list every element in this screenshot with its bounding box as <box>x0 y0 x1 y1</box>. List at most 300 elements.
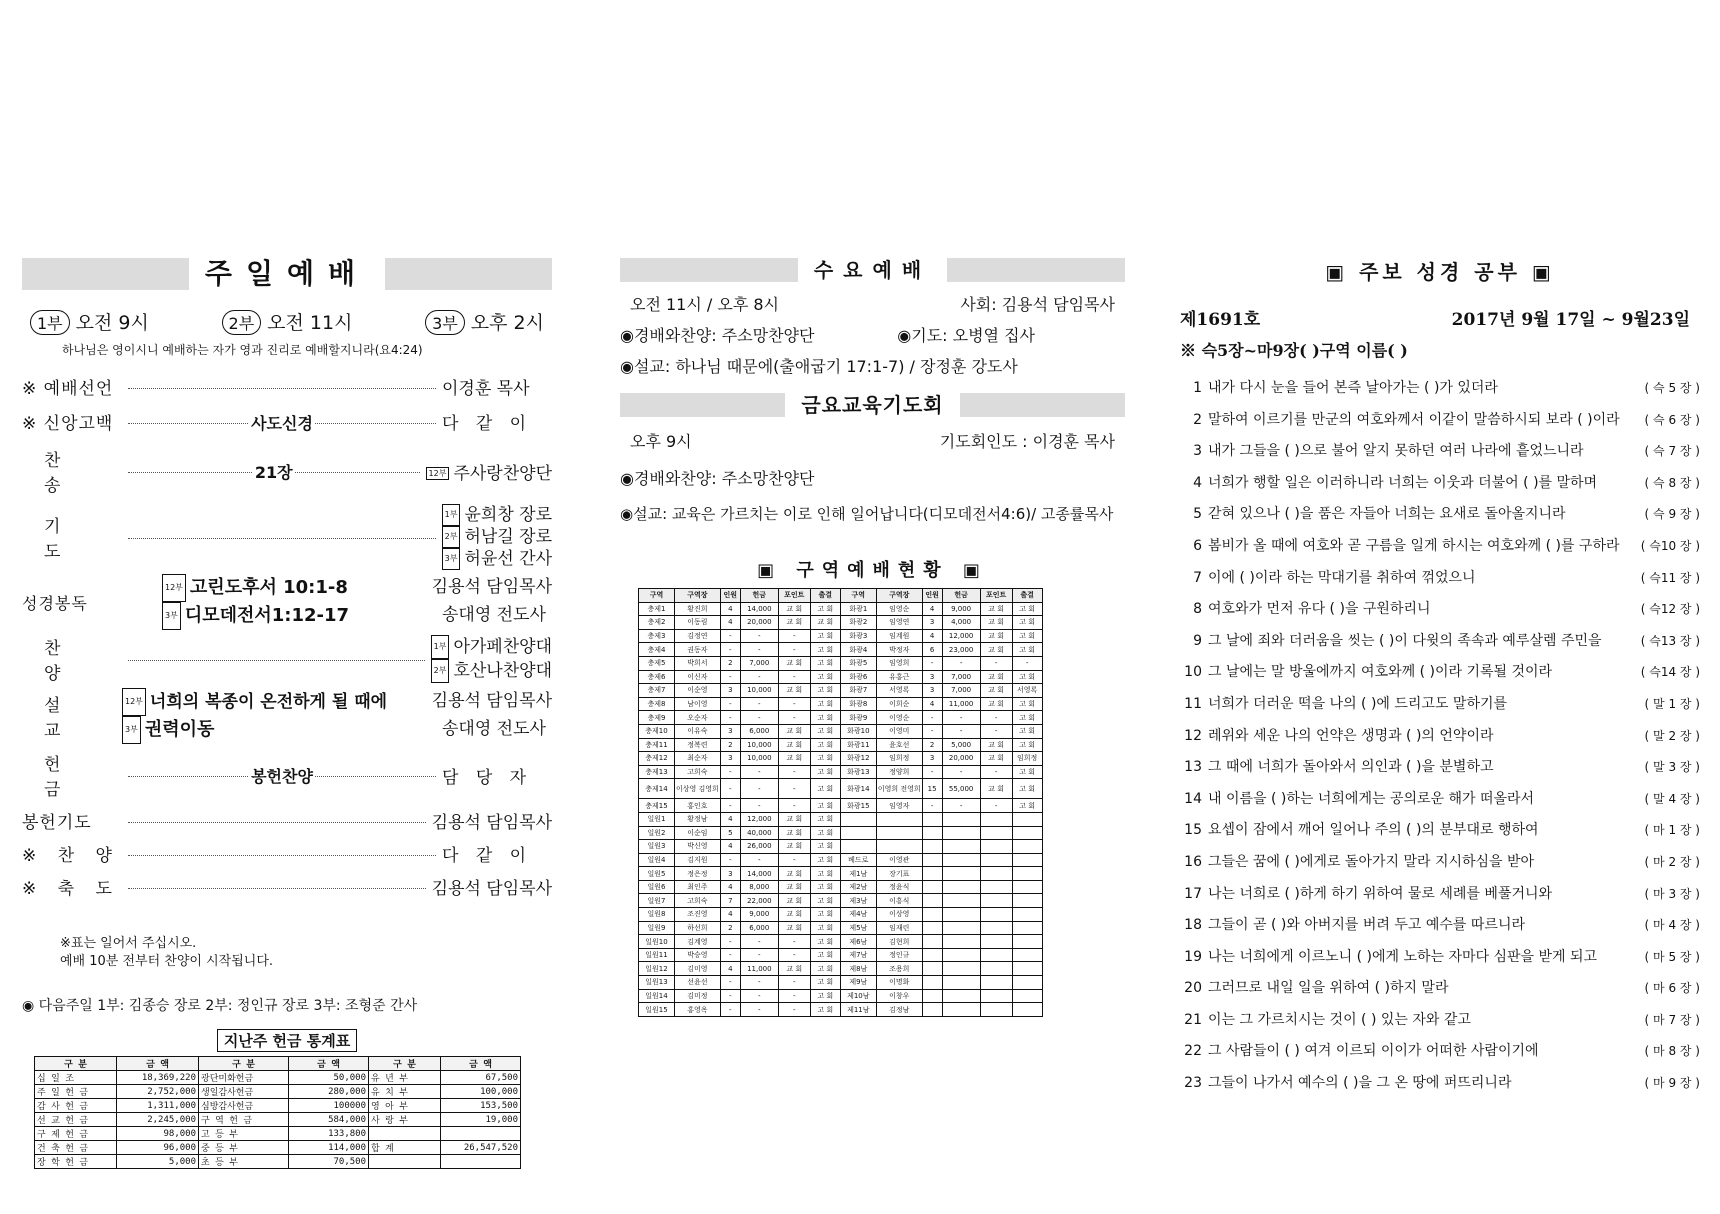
question-number: 23 <box>1184 1075 1202 1092</box>
table-cell: 4 <box>720 908 740 922</box>
table-row <box>639 752 1043 766</box>
question-item <box>1180 784 1700 816</box>
table-cell: 12,000 <box>740 812 778 826</box>
table-cell <box>840 840 876 854</box>
table-cell: 133,800 <box>289 1127 369 1141</box>
part-tag: 12부 <box>426 467 450 480</box>
table-cell: - <box>778 799 810 813</box>
table-cell: - <box>980 765 1012 779</box>
question-reference: ( 마 3 장 ) <box>1644 886 1700 901</box>
order-offering <box>22 750 552 800</box>
table-cell: - <box>922 656 942 670</box>
question-reference: ( 말 1 장 ) <box>1644 696 1700 711</box>
table-cell: - <box>778 765 810 779</box>
table-cell: 김정연 <box>675 629 721 643</box>
part-tag: 3부 <box>162 602 181 630</box>
order-person: 김용석 담임목사 <box>431 813 552 833</box>
table-cell: 2 <box>720 738 740 752</box>
table-cell <box>1012 894 1042 908</box>
offering-table <box>34 1056 521 1169</box>
table-cell <box>922 1003 942 1017</box>
sermon-title: 너희의 복종이 온전하게 될 때에 <box>149 692 388 712</box>
table-cell: 교 회 <box>980 684 1012 698</box>
table-cell: 55,000 <box>942 779 980 799</box>
table-cell: 화광12 <box>840 752 876 766</box>
table-cell: 7,000 <box>942 670 980 684</box>
table-cell: - <box>942 765 980 779</box>
table-cell: 4 <box>720 812 740 826</box>
order-person: 다 같 이 <box>442 846 533 866</box>
friday-info <box>620 429 1125 452</box>
question-number: 4 <box>1193 474 1202 491</box>
table-row <box>639 867 1043 881</box>
order-leader <box>128 528 436 546</box>
table-cell: 2,245,000 <box>117 1113 199 1127</box>
question-reference: ( 마 8 장 ) <box>1644 1044 1700 1059</box>
table-cell: 23,000 <box>942 643 980 657</box>
table-cell: - <box>740 765 778 779</box>
table-cell: - <box>740 935 778 949</box>
table-cell <box>876 826 922 840</box>
table-cell: 일원1 <box>639 812 675 826</box>
table-cell <box>942 826 980 840</box>
table-cell: 유 년 부 <box>369 1071 441 1085</box>
question-reference: ( 말 3 장 ) <box>1644 760 1700 775</box>
table-cell: 화광7 <box>840 684 876 698</box>
table-header-cell: 포인트 <box>980 589 1012 603</box>
table-cell: 중 등 부 <box>199 1141 289 1155</box>
order-creed <box>22 409 552 434</box>
table-cell: 유 치 부 <box>369 1085 441 1099</box>
table-cell <box>922 976 942 990</box>
table-cell: 구 제 헌 금 <box>35 1127 117 1141</box>
question-text: 너희가 더러운 떡을 나의 ( )에 드리고도 말하기를 <box>1208 695 1508 712</box>
table-row <box>639 962 1043 976</box>
order-leader <box>128 413 436 431</box>
table-cell: 임재린 <box>876 921 922 935</box>
table-cell: 임영순 <box>876 602 922 616</box>
order-person: 윤희창 장로 <box>464 505 552 525</box>
table-cell: 교 회 <box>778 812 810 826</box>
table-cell: - <box>778 629 810 643</box>
table-cell <box>922 853 942 867</box>
table-cell: 권동자 <box>675 643 721 657</box>
table-cell: 2 <box>720 921 740 935</box>
table-cell: 고희숙 <box>675 894 721 908</box>
table-cell: 제11남 <box>840 1003 876 1017</box>
order-person: 아가페찬양대 <box>453 637 552 657</box>
order-leader <box>128 462 420 480</box>
table-cell <box>922 880 942 894</box>
table-cell: 화광8 <box>840 697 876 711</box>
table-cell: 고 회 <box>810 1003 840 1017</box>
question-reference: ( 마 9 장 ) <box>1644 1076 1700 1091</box>
order-label: ※ 예배선언 <box>22 379 114 399</box>
question-item <box>1180 879 1700 911</box>
question-number: 8 <box>1193 601 1202 618</box>
service-time-text: 오전 9시 <box>75 312 149 334</box>
question-text: 그 때에 너희가 돌아와서 의인과 ( )을 분별하고 <box>1208 759 1494 776</box>
table-header-cell: 구역장 <box>876 589 922 603</box>
table-cell <box>369 1127 441 1141</box>
table-cell: 교 회 <box>778 880 810 894</box>
table-cell: 고 회 <box>1012 697 1042 711</box>
table-cell <box>441 1155 521 1169</box>
table-cell: 이순영 <box>675 684 721 698</box>
table-cell: 교 회 <box>778 602 810 616</box>
table-cell <box>1012 948 1042 962</box>
question-number: 21 <box>1184 1011 1202 1028</box>
table-cell: 선 교 헌 금 <box>35 1113 117 1127</box>
order-center-text: 21장 <box>254 463 293 482</box>
order-leader <box>128 812 426 830</box>
table-cell: 280,000 <box>289 1085 369 1099</box>
table-cell: - <box>980 799 1012 813</box>
table-cell: 정윤식 <box>876 880 922 894</box>
table-cell: 김미영 <box>675 962 721 976</box>
table-cell: 이상영 김영희 <box>675 779 721 799</box>
table-cell: 교 회 <box>980 602 1012 616</box>
table-cell: - <box>778 976 810 990</box>
table-cell: 14,000 <box>740 602 778 616</box>
table-cell: - <box>720 779 740 799</box>
table-cell <box>1012 989 1042 1003</box>
table-cell: 4 <box>720 616 740 630</box>
table-cell <box>942 921 980 935</box>
table-cell: 이희순 <box>876 697 922 711</box>
table-cell: 12,000 <box>942 629 980 643</box>
table-cell: 일원10 <box>639 935 675 949</box>
table-cell: 생일감사헌금 <box>199 1085 289 1099</box>
table-cell: 26,000 <box>740 840 778 854</box>
table-cell <box>876 840 922 854</box>
order-person: 이경훈 목사 <box>442 379 530 399</box>
question-reference: ( 말 2 장 ) <box>1644 728 1700 743</box>
service-tag: 1부 <box>30 310 70 335</box>
table-header-cell: 금 액 <box>289 1057 369 1071</box>
table-cell: 충제14 <box>639 779 675 799</box>
table-cell: 화광13 <box>840 765 876 779</box>
service-time-text: 오후 2시 <box>470 312 544 334</box>
table-cell: 114,000 <box>289 1141 369 1155</box>
table-cell <box>980 1003 1012 1017</box>
table-cell: 고 회 <box>810 948 840 962</box>
offering-title <box>22 1029 552 1052</box>
table-cell: 고 회 <box>1012 670 1042 684</box>
table-cell: 구 역 헌 금 <box>199 1113 289 1127</box>
study-header <box>1180 305 1700 330</box>
table-cell: 일원4 <box>639 853 675 867</box>
table-cell: 고 회 <box>1012 724 1042 738</box>
table-cell: - <box>720 853 740 867</box>
table-cell: 교 회 <box>778 962 810 976</box>
question-reference: ( 슥 5 장 ) <box>1644 381 1700 395</box>
table-cell: 선윤선 <box>675 976 721 990</box>
table-cell: 고 회 <box>810 724 840 738</box>
table-cell: 일원6 <box>639 880 675 894</box>
table-cell: 고 회 <box>810 976 840 990</box>
order-prayer <box>22 504 552 570</box>
table-row <box>639 779 1043 799</box>
table-row <box>639 697 1043 711</box>
table-cell: 4 <box>720 840 740 854</box>
offering-title-text: 지난주 헌금 통계표 <box>217 1029 357 1052</box>
table-row <box>639 921 1043 935</box>
table-header-cell: 구역 <box>639 589 675 603</box>
table-cell: 이순임 <box>675 826 721 840</box>
question-number: 10 <box>1184 664 1202 681</box>
question-number: 15 <box>1184 822 1202 839</box>
table-header-cell: 금 액 <box>441 1057 521 1071</box>
table-cell: 황정남 <box>675 812 721 826</box>
table-cell: 베드로 <box>840 853 876 867</box>
order-label: 기도 <box>44 517 85 562</box>
table-cell: 9,000 <box>942 602 980 616</box>
question-item <box>1180 563 1700 595</box>
question-reference: ( 슥13 장 ) <box>1640 633 1700 648</box>
order-leader <box>128 845 436 863</box>
table-cell <box>922 989 942 1003</box>
table-cell: 합 계 <box>369 1141 441 1155</box>
table-cell: - <box>980 711 1012 725</box>
question-reference: ( 마 4 장 ) <box>1644 918 1700 933</box>
order-leader <box>128 766 436 784</box>
table-cell: 일원3 <box>639 840 675 854</box>
question-text: 그 날에 죄와 더러움을 씻는 ( )이 다윗의 족속과 예루살렘 주민을 <box>1208 632 1602 649</box>
table-cell <box>942 894 980 908</box>
table-cell: 3 <box>720 752 740 766</box>
table-cell: 제2남 <box>840 880 876 894</box>
table-cell <box>980 976 1012 990</box>
order-offering-prayer <box>22 808 552 833</box>
question-text: 말하여 이르기를 만군의 여호와께서 이같이 말씀하시되 보라 ( )이라 <box>1208 411 1620 428</box>
question-number: 11 <box>1184 695 1202 712</box>
question-reference: ( 슥12 장 ) <box>1640 602 1700 617</box>
table-cell: 고 등 부 <box>199 1127 289 1141</box>
sunday-title-bar <box>22 258 552 290</box>
table-cell: - <box>740 779 778 799</box>
table-cell: 충제12 <box>639 752 675 766</box>
table-cell <box>980 962 1012 976</box>
question-item <box>1180 847 1700 879</box>
question-reference: ( 슥 7 장 ) <box>1644 444 1700 459</box>
table-header-cell: 인원 <box>922 589 942 603</box>
table-header-cell: 금 액 <box>117 1057 199 1071</box>
table-row <box>35 1071 521 1085</box>
table-cell: 153,500 <box>441 1099 521 1113</box>
table-cell <box>980 812 1012 826</box>
table-cell: 일원13 <box>639 976 675 990</box>
table-row <box>35 1113 521 1127</box>
table-cell: 유홍근 <box>876 670 922 684</box>
question-item <box>1180 594 1700 626</box>
question-text: 그들은 꿈에 ( )에게로 돌아가지 말라 지시하심을 받아 <box>1208 853 1535 870</box>
table-cell: - <box>942 724 980 738</box>
table-cell: 화광5 <box>840 656 876 670</box>
order-person: 김용석 담임목사 <box>431 577 552 597</box>
question-number: 9 <box>1193 632 1202 649</box>
table-cell <box>840 826 876 840</box>
table-header-cell: 출결 <box>1012 589 1042 603</box>
order-label: 설교 <box>44 696 85 741</box>
order-hymn <box>22 446 552 496</box>
table-cell: 교 회 <box>980 738 1012 752</box>
table-cell: - <box>720 1003 740 1017</box>
table-cell: 고 회 <box>810 799 840 813</box>
question-number: 16 <box>1184 853 1202 870</box>
table-cell: 충제8 <box>639 697 675 711</box>
question-item <box>1180 499 1700 531</box>
table-cell: 고희숙 <box>675 765 721 779</box>
service-tag: 3부 <box>425 310 465 335</box>
table-cell: 고 회 <box>1012 799 1042 813</box>
part-tag: 1부 <box>442 504 461 526</box>
service-times <box>22 308 552 335</box>
table-cell <box>980 908 1012 922</box>
question-number: 3 <box>1193 443 1202 460</box>
table-cell: 교 회 <box>778 656 810 670</box>
question-reference: ( 슥 8 장 ) <box>1644 475 1700 490</box>
table-header-row <box>639 589 1043 603</box>
table-cell: 5 <box>720 826 740 840</box>
order-label: 봉헌기도 <box>22 813 92 833</box>
table-cell: 화광15 <box>840 799 876 813</box>
part-tag: 2부 <box>431 659 450 683</box>
table-cell: 3 <box>922 752 942 766</box>
table-row <box>639 976 1043 990</box>
table-cell: - <box>1012 656 1042 670</box>
table-cell <box>840 812 876 826</box>
table-cell: 5,000 <box>117 1155 199 1169</box>
table-cell: - <box>740 643 778 657</box>
question-item <box>1180 689 1700 721</box>
table-cell <box>942 880 980 894</box>
table-cell: 100000 <box>289 1099 369 1113</box>
order-closing-hymn <box>22 841 552 866</box>
table-cell: 7,000 <box>740 656 778 670</box>
table-cell: - <box>740 1003 778 1017</box>
question-number: 18 <box>1184 917 1202 934</box>
table-cell: 조진영 <box>675 908 721 922</box>
table-cell: 고 회 <box>810 656 840 670</box>
table-cell: 정양희 <box>876 765 922 779</box>
table-cell: 3 <box>720 684 740 698</box>
table-cell: 14,000 <box>740 867 778 881</box>
table-row <box>639 670 1043 684</box>
table-cell: - <box>740 853 778 867</box>
table-cell: 하선희 <box>675 921 721 935</box>
table-cell: 9,000 <box>740 908 778 922</box>
table-cell: 충제9 <box>639 711 675 725</box>
bible-study-section <box>1180 258 1700 1100</box>
table-cell: 고 회 <box>810 962 840 976</box>
table-cell: - <box>778 711 810 725</box>
table-row <box>639 880 1043 894</box>
table-cell: 67,500 <box>441 1071 521 1085</box>
table-cell: 제9남 <box>840 976 876 990</box>
question-item <box>1180 815 1700 847</box>
table-cell <box>1012 867 1042 881</box>
service-tag: 2부 <box>222 310 262 335</box>
table-row <box>639 853 1043 867</box>
note-line: 예배 10분 전부터 찬양이 시작됩니다. <box>60 954 274 969</box>
table-row <box>639 935 1043 949</box>
table-cell: 2,752,000 <box>117 1085 199 1099</box>
order-leader <box>128 378 436 396</box>
order-praise <box>22 634 552 684</box>
table-cell <box>922 840 942 854</box>
table-cell: - <box>720 935 740 949</box>
table-cell: 십 일 조 <box>35 1071 117 1085</box>
table-cell: - <box>778 670 810 684</box>
table-cell: 18,369,220 <box>117 1071 199 1085</box>
table-cell <box>942 867 980 881</box>
question-item <box>1180 752 1700 784</box>
table-cell: - <box>980 656 1012 670</box>
question-item <box>1180 436 1700 468</box>
table-cell: 충제6 <box>639 670 675 684</box>
table-cell: 장 학 헌 금 <box>35 1155 117 1169</box>
table-cell: - <box>720 948 740 962</box>
table-cell: 교 회 <box>778 826 810 840</box>
wednesday-praise: ◉경배와찬양: 주소망찬양단 <box>620 326 815 345</box>
question-text: 그러므로 내일 일을 위하여 ( )하지 말라 <box>1208 980 1449 997</box>
table-cell: 교 회 <box>980 752 1012 766</box>
question-reference: ( 슥 9 장 ) <box>1644 507 1700 522</box>
question-number: 14 <box>1184 790 1202 807</box>
table-cell: 주 일 헌 금 <box>35 1085 117 1099</box>
question-number: 6 <box>1193 537 1202 554</box>
table-cell: 황진희 <box>675 602 721 616</box>
table-cell <box>1012 908 1042 922</box>
question-item <box>1180 1036 1700 1068</box>
table-cell: 충제4 <box>639 643 675 657</box>
part-tag: 2부 <box>442 526 461 548</box>
table-cell: 충제2 <box>639 616 675 630</box>
question-text: 내가 다시 눈을 들어 본즉 날아가는 ( )가 있더라 <box>1208 380 1498 396</box>
table-cell: 20,000 <box>740 616 778 630</box>
table-row <box>639 643 1043 657</box>
table-cell <box>922 812 942 826</box>
service-time-3 <box>425 308 544 335</box>
question-item <box>1180 910 1700 942</box>
table-cell: 고 회 <box>810 812 840 826</box>
question-number: 22 <box>1184 1043 1202 1060</box>
table-cell: - <box>720 976 740 990</box>
table-cell <box>980 853 1012 867</box>
table-cell: - <box>740 948 778 962</box>
table-row <box>639 765 1043 779</box>
order-benediction <box>22 874 552 899</box>
order-label: ※ 축 도 <box>22 879 120 899</box>
question-reference: ( 마 7 장 ) <box>1644 1012 1700 1027</box>
sunday-service-section <box>22 258 552 1169</box>
friday-sermon: ◉설교: 교육은 가르치는 이로 인해 일어납니다(디모데전서4:6)/ 고종률목사 <box>620 505 1114 523</box>
table-cell: 일원12 <box>639 962 675 976</box>
table-cell <box>922 962 942 976</box>
table-cell: 교 회 <box>980 779 1012 799</box>
table-cell: - <box>922 799 942 813</box>
table-cell: 제8남 <box>840 962 876 976</box>
friday-title-bar <box>620 393 1125 417</box>
table-cell <box>1012 976 1042 990</box>
table-cell: - <box>740 629 778 643</box>
table-cell: - <box>720 670 740 684</box>
table-cell: - <box>778 948 810 962</box>
table-cell: 임희정 <box>876 752 922 766</box>
table-cell: 일원9 <box>639 921 675 935</box>
table-cell: 화광1 <box>840 602 876 616</box>
